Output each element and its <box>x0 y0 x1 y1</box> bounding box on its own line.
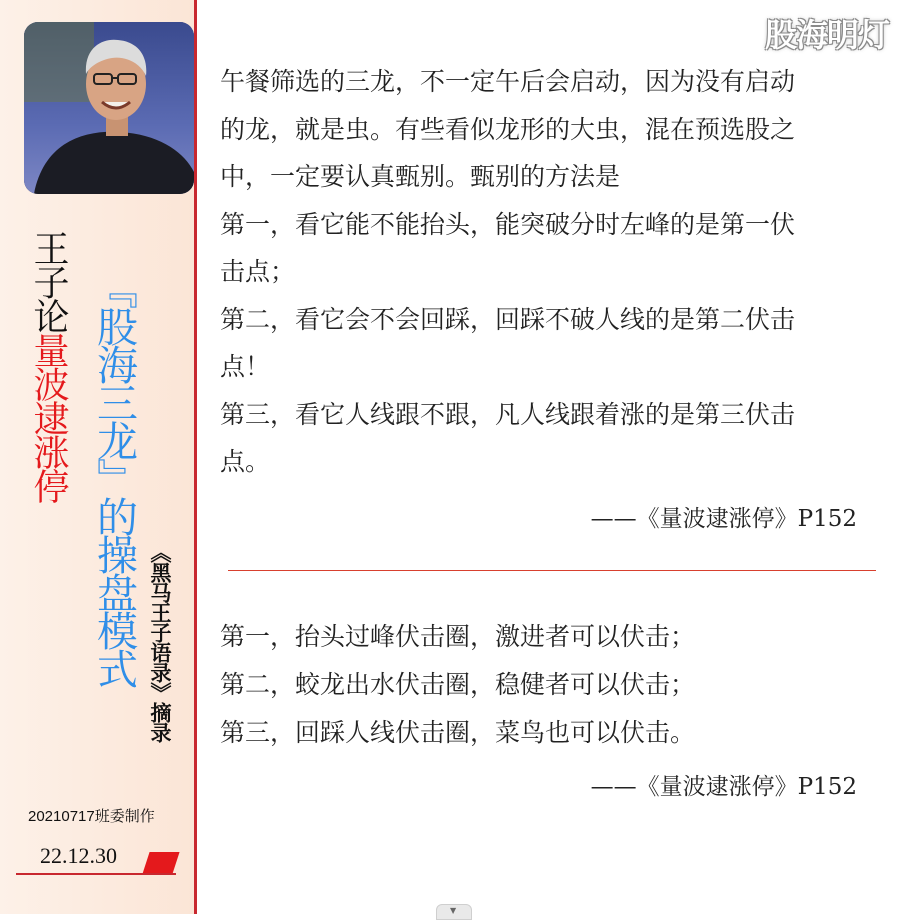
title-black: 王子论 <box>28 230 69 332</box>
section2-source: ——《量波逮涨停》P152 <box>590 774 857 800</box>
chevron-down-icon: ▼ <box>450 906 457 915</box>
scroll-down-button[interactable] <box>436 904 472 920</box>
watermark-logo: 股海明灯 <box>764 16 889 54</box>
section1-line: 中，一定要认真甄别。甄别的方法是 <box>220 162 621 191</box>
section-divider <box>228 570 876 571</box>
date-flag-decoration <box>142 852 179 874</box>
section2-line: 第三，回踩人线伏击圈，菜鸟也可以伏击。 <box>220 718 696 747</box>
section2-line: 第二，蛟龙出水伏击圈，稳健者可以伏击； <box>220 670 696 699</box>
author-portrait <box>24 22 194 194</box>
section1-line: 第二，看它会不会回踩，回踩不破人线的是第二伏击 <box>220 304 796 334</box>
date-text: 22.12.30 <box>40 843 117 868</box>
section1-line: 的龙，就是虫。有些看似龙形的大虫，混在预选股之 <box>220 114 796 144</box>
section2-line: 第一，抬头过峰伏击圈，激进者可以伏击； <box>220 622 696 651</box>
sidebar-panel <box>0 0 196 914</box>
title-red: 量波逮涨停 <box>28 332 69 502</box>
section-1 <box>220 58 870 486</box>
section1-line: 第一，看它能不能抬头，能突破分时左峰的是第一伏 <box>220 209 796 239</box>
date-underline <box>16 873 176 875</box>
credit-text: 20210717班委制作 <box>28 808 155 825</box>
section1-line: 击点； <box>220 257 296 286</box>
sidebar-divider <box>194 0 197 914</box>
section1-source: ——《量波逮涨停》P152 <box>590 506 857 532</box>
book-reference: 《黑马王子语录》摘录 <box>148 542 173 742</box>
section-2 <box>220 613 870 757</box>
section1-line: 午餐筛选的三龙，不一定午后会启动，因为没有启动 <box>220 67 796 96</box>
section1-line: 点。 <box>220 447 271 476</box>
section1-line: 第三，看它人线跟不跟，凡人线跟着涨的是第三伏击 <box>220 399 796 429</box>
sidebar-subtitle: 『股海三龙』的操盘模式 <box>90 268 138 686</box>
section1-line: 点！ <box>220 352 271 381</box>
sidebar-title <box>28 230 68 502</box>
